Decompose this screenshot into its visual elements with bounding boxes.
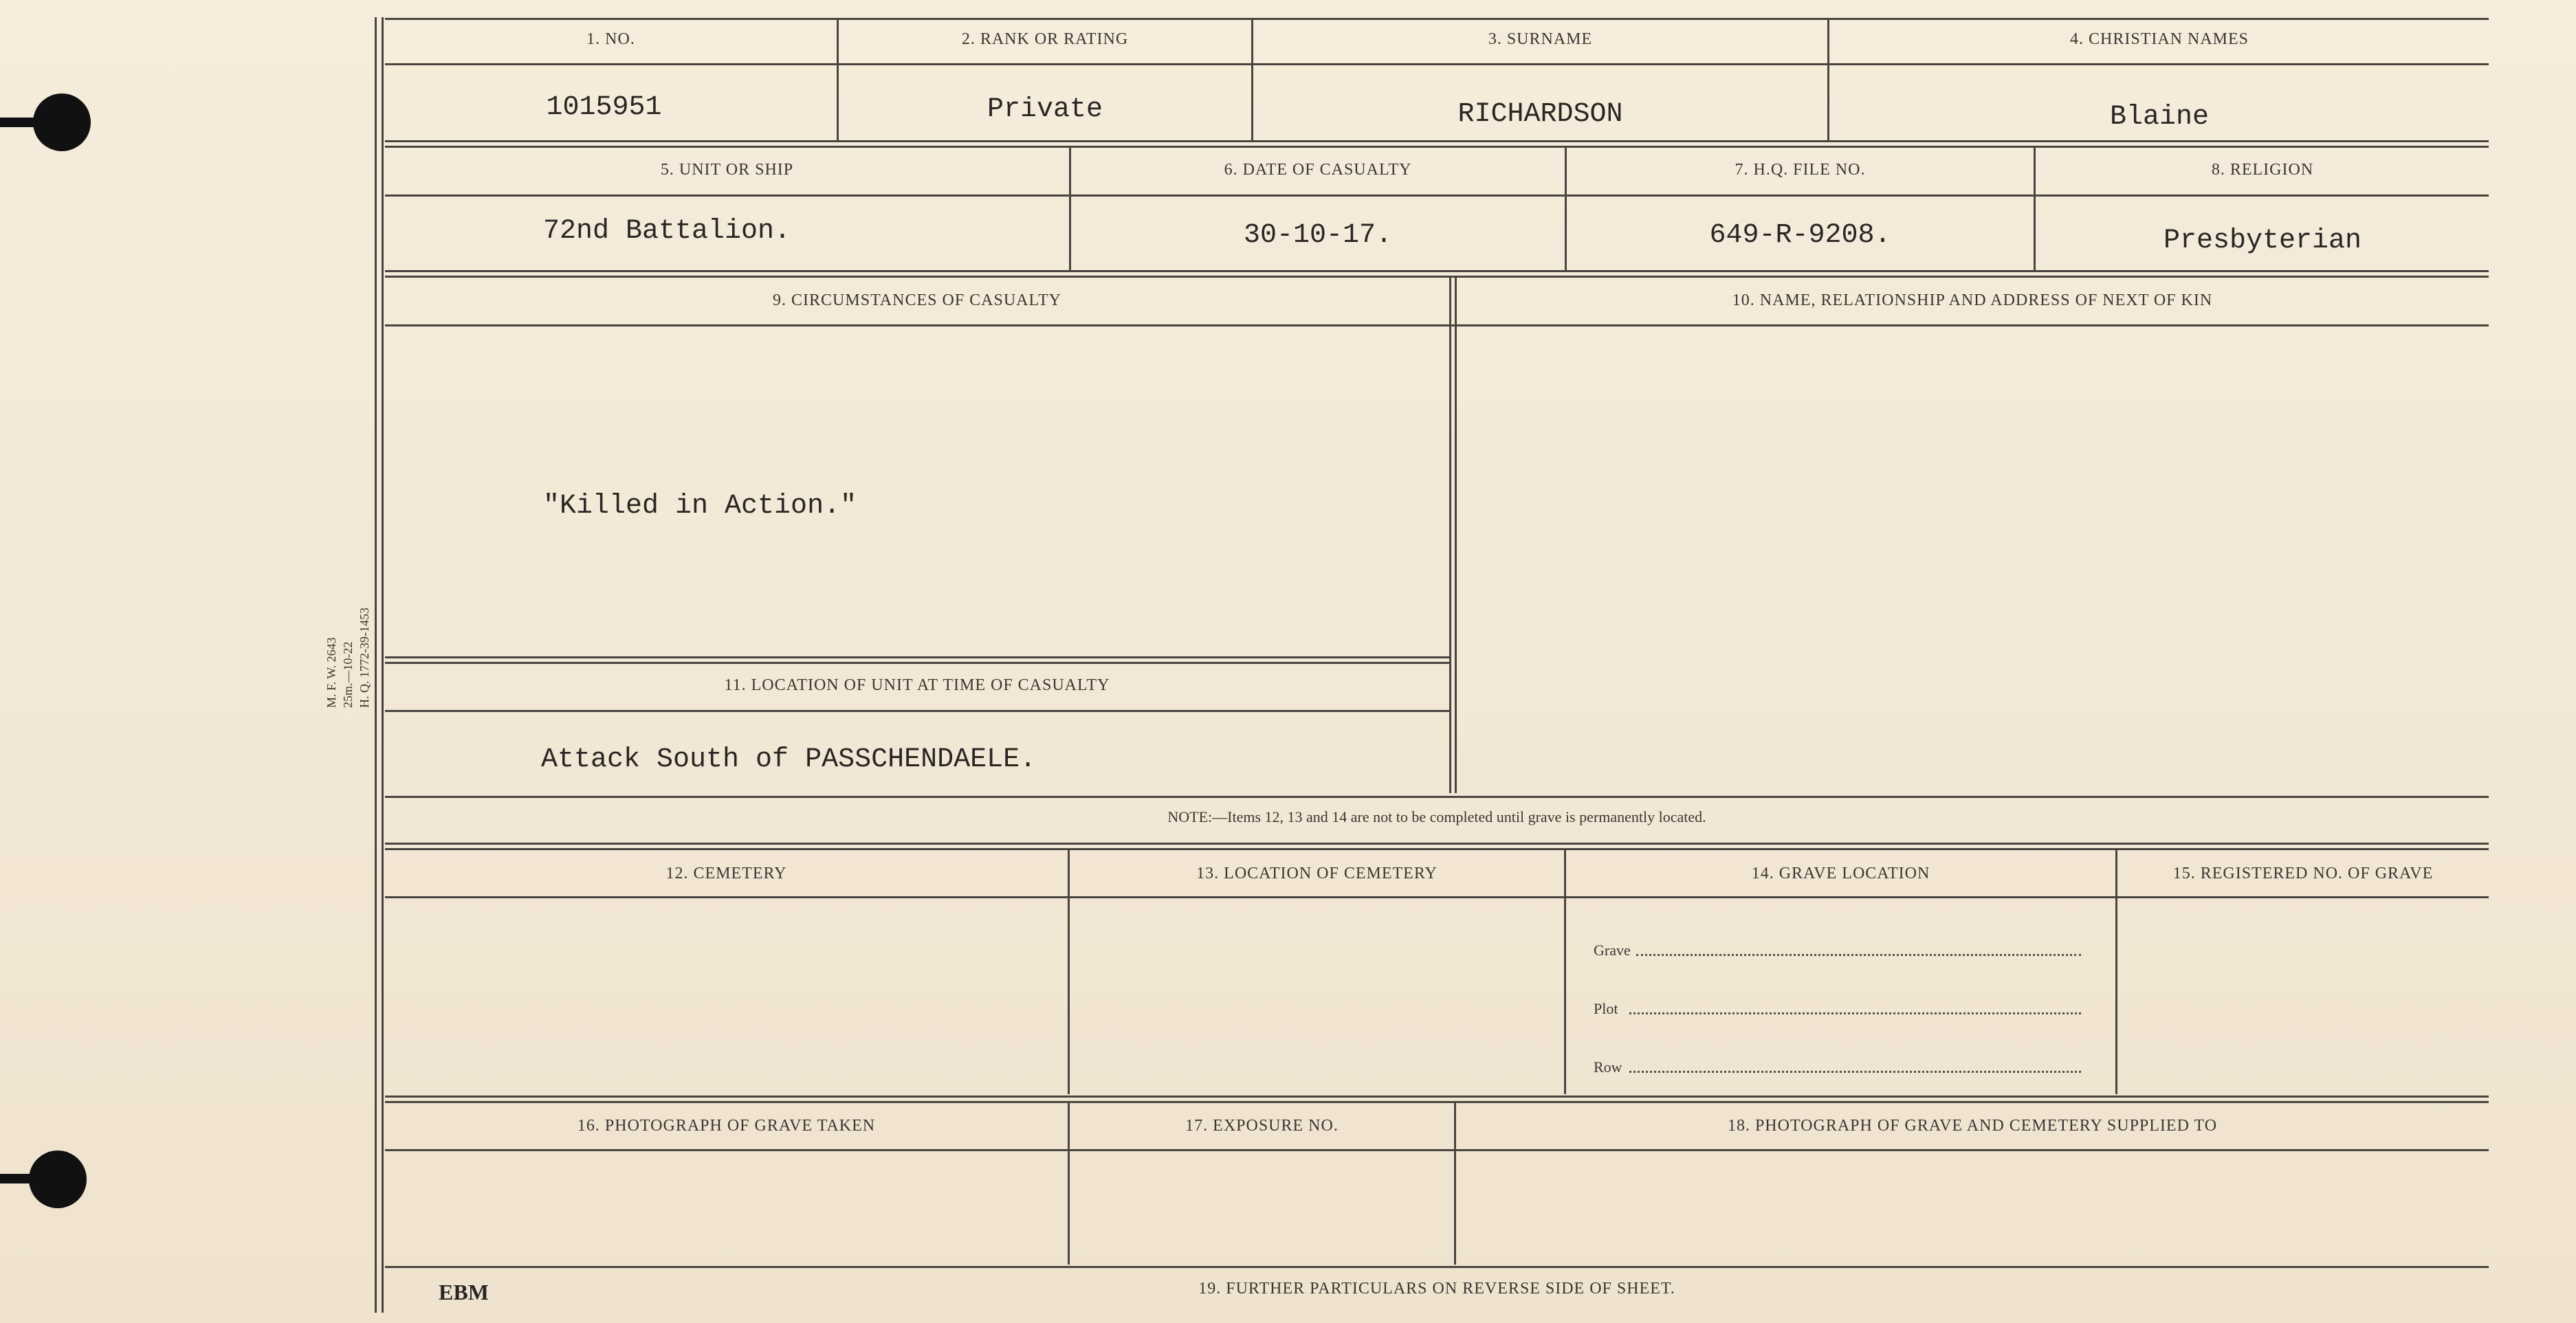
rule xyxy=(1455,278,1457,793)
rule xyxy=(385,656,1451,658)
left-margin-rule xyxy=(375,17,377,1313)
rule xyxy=(385,140,2489,142)
form-print-code-line-2: 25m.—10-22 xyxy=(341,641,355,708)
value-date-of-casualty: 30-10-17. xyxy=(1243,220,1393,251)
label-christian-names: 4. CHRISTIAN NAMES xyxy=(2069,30,2249,48)
form-print-code xyxy=(323,608,373,708)
row-field-label: Row xyxy=(1594,1058,1622,1076)
label-religion: 8. RELIGION xyxy=(2211,161,2314,179)
label-further-particulars: 19. FURTHER PARTICULARS ON REVERSE SIDE OF SHEET. xyxy=(1198,1280,1675,1298)
rule xyxy=(385,1266,2489,1268)
label-rank: 2. RANK OR RATING xyxy=(961,30,1129,48)
rule xyxy=(385,1101,2489,1103)
rule xyxy=(385,63,2489,65)
rule xyxy=(385,270,2489,272)
clerk-initials: EBM xyxy=(439,1280,489,1304)
rule xyxy=(385,18,2489,20)
value-location-of-unit: Attack South of PASSCHENDAELE. xyxy=(541,744,1037,775)
punch-hole-top xyxy=(33,93,91,151)
label-cemetery: 12. CEMETERY xyxy=(665,865,787,882)
rule xyxy=(385,324,2489,326)
label-unit: 5. UNIT OR SHIP xyxy=(660,161,794,179)
punch-hole-top-tail xyxy=(0,118,41,127)
rule xyxy=(2115,849,2117,1094)
rule xyxy=(1564,849,1566,1094)
plot-field-line xyxy=(1629,1012,2081,1014)
value-rank: Private xyxy=(987,94,1103,125)
label-location-of-unit: 11. LOCATION OF UNIT AT TIME OF CASUALTY xyxy=(724,676,1110,694)
label-exposure-no: 17. EXPOSURE NO. xyxy=(1185,1117,1339,1135)
label-no: 1. NO. xyxy=(586,30,635,48)
label-grave-location: 14. GRAVE LOCATION xyxy=(1751,865,1930,882)
plot-field-label: Plot xyxy=(1594,1000,1618,1017)
rule xyxy=(385,194,2489,197)
value-no: 1015951 xyxy=(546,92,662,123)
label-photograph-taken: 16. PHOTOGRAPH OF GRAVE TAKEN xyxy=(577,1117,876,1135)
rule xyxy=(385,1096,2489,1098)
rule xyxy=(385,848,2489,850)
label-next-of-kin: 10. NAME, RELATIONSHIP AND ADDRESS OF NEXT OF KIN xyxy=(1732,291,2213,309)
label-hq-file: 7. H.Q. FILE NO. xyxy=(1735,161,1866,179)
form-print-code-line-1: M. F. W. 2643 xyxy=(324,637,338,708)
rule xyxy=(385,276,2489,278)
value-religion: Presbyterian xyxy=(2163,225,2362,256)
value-christian-names: Blaine xyxy=(2109,102,2210,133)
rule xyxy=(385,896,2489,898)
left-margin-rule-inner xyxy=(382,17,384,1313)
rule xyxy=(385,710,1451,712)
value-unit: 72nd Battalion. xyxy=(543,216,791,247)
grave-field-line xyxy=(1636,954,2081,956)
rule xyxy=(1449,278,1451,793)
label-location-of-cemetery: 13. LOCATION OF CEMETERY xyxy=(1196,865,1438,882)
form-print-code-line-3: H. Q. 1772-39-1453 xyxy=(357,608,371,708)
label-surname: 3. SURNAME xyxy=(1488,30,1593,48)
rule xyxy=(385,662,1451,664)
note: NOTE:—Items 12, 13 and 14 are not to be completed until grave is permanently located. xyxy=(1167,808,1706,825)
value-surname: RICHARDSON xyxy=(1457,99,1623,130)
rule xyxy=(385,843,2489,845)
label-registered-no: 15. REGISTERED NO. OF GRAVE xyxy=(2172,865,2434,882)
value-hq-file: 649-R-9208. xyxy=(1709,220,1891,251)
label-circumstances: 9. CIRCUMSTANCES OF CASUALTY xyxy=(773,291,1061,309)
row-field-line xyxy=(1629,1071,2081,1073)
label-date-of-casualty: 6. DATE OF CASUALTY xyxy=(1224,161,1412,179)
value-circumstances: "Killed in Action." xyxy=(543,491,857,522)
label-photograph-supplied: 18. PHOTOGRAPH OF GRAVE AND CEMETERY SUPPLIED TO xyxy=(1727,1117,2218,1135)
rule xyxy=(385,1149,2489,1151)
rule xyxy=(385,796,2489,798)
rule xyxy=(1068,849,1070,1094)
punch-hole-bottom-tail xyxy=(0,1174,41,1183)
rule xyxy=(385,146,2489,148)
grave-field-label: Grave xyxy=(1594,942,1631,959)
